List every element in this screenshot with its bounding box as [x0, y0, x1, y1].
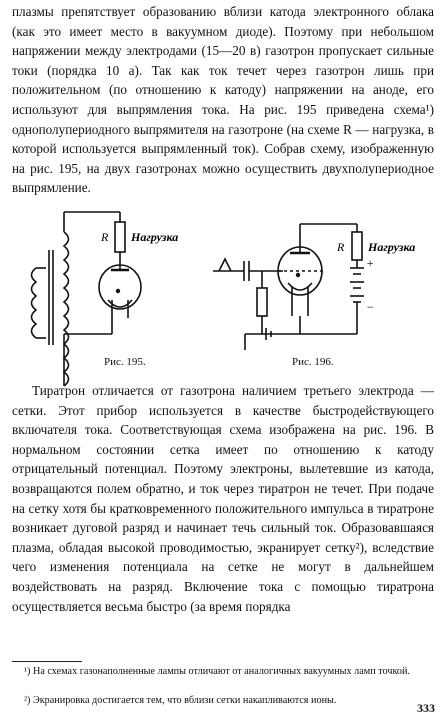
paragraph-1: плазмы препятствует образованию вблизи катода электронного облака (как это имеет место в вакуумном диоде). Поэтому при небольшом напряжении между электродами (15—20 в) газотрон пропускает сильные токи (порядка 10 а). Так как ток течет через газотрон лишь при положительном (по отношению к катоду) напряжении на аноде, его используют для выпрямления тока. На рис. 195 приведена схема¹) однополупериодного выпрямителя на газотроне (на схеме R — нагрузка, в которой используется выпрямленный ток). Собрав схему, изображенную на рис. 195, на двух газотронах можно осуществить двухполупериодное выпрямление.: [12, 4, 434, 196]
fig195-load-label: Нагрузка: [131, 230, 179, 244]
fig195-r-label: R: [101, 230, 109, 244]
figure-195-caption: Рис. 195.: [104, 356, 146, 368]
footnote-2: ²) Экранировка достигается тем, что вблизи сетки накапливаются ионы.: [24, 695, 337, 706]
paragraph-2: Тиратрон отличается от газотрона наличием третьего электрода — сетки. Этот прибор используется в качестве быстродействующего включателя тока. Соответствующая схема изображена на рис. 196. В нормальном состоянии сетка имеет по отношению к катоду отрицательный потенциал. Поэтому электроны, вылетевшие из катода, возвращаются полем обратно, и ток через тиратрон не течет. При подаче на сетку хотя бы кратковременного положительного импульса в тиратроне возникает дуговой разряд и начинает течь сильный ток. Образовавшаяся плазма, обладая высокой проводимостью, экранирует сетку²), вследствие чего изменения потенциала на сетке не могут в дальнейшем воздействовать на разряд. Включение тока с помощью тиратрона осуществляется весьма быстро (за время порядка: [12, 383, 434, 614]
fig196-minus-sign: −: [366, 300, 375, 314]
fig196-plus-sign: +: [366, 256, 375, 270]
figure-196-caption: Рис. 196.: [292, 356, 334, 368]
footnote-divider: [12, 661, 82, 662]
footnote-1: ¹) На схемах газонаполненные лампы отличают от аналогичных вакуумных ламп точкой.: [24, 666, 410, 677]
page-number: 333: [417, 701, 435, 715]
fig196-r-label: R: [337, 240, 345, 254]
fig196-load-label: Нагрузка: [368, 240, 416, 254]
